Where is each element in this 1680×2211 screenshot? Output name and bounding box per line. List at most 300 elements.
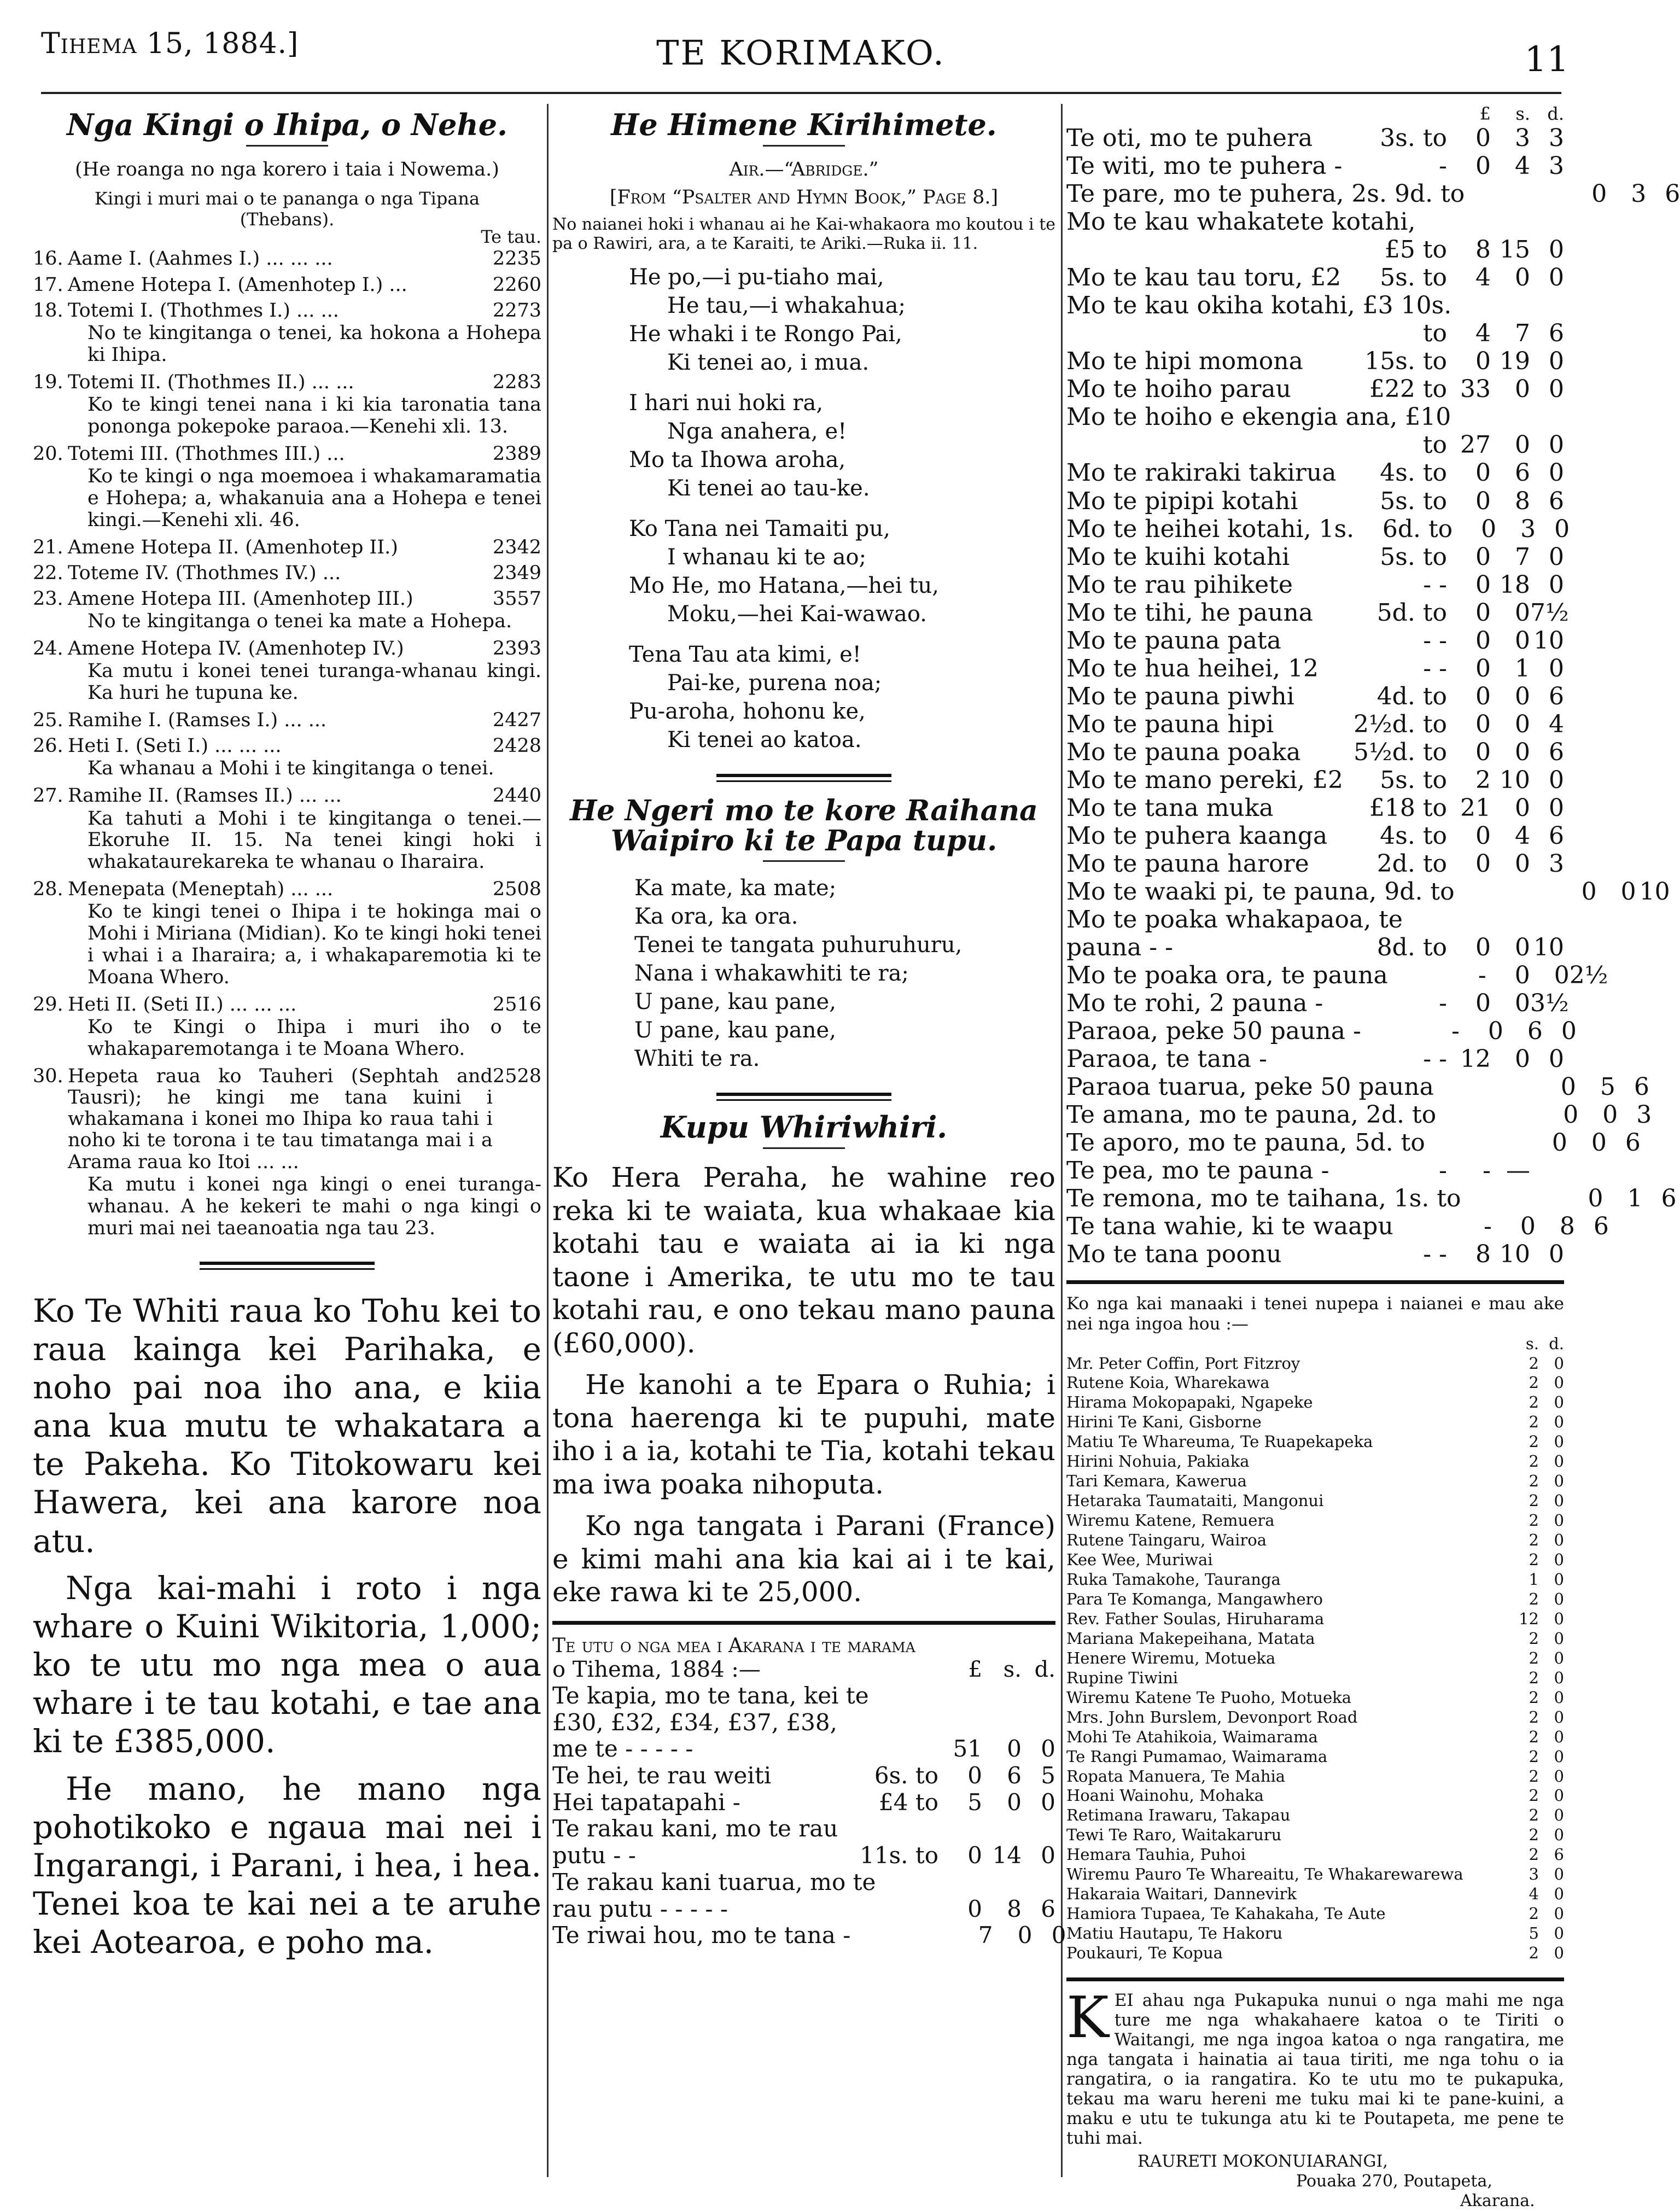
price-rate: -: [1483, 1212, 1492, 1241]
subscriber-row: [1066, 1845, 1564, 1865]
price-pence: 6: [1549, 487, 1564, 515]
price-pounds: 0: [1475, 849, 1491, 878]
king-name: Totemi I. (Thothmes I.) ... ...: [68, 299, 339, 322]
price-shillings: 0: [1017, 1922, 1032, 1949]
price-row: [552, 1896, 1055, 1923]
price-row: [1066, 1212, 1609, 1241]
price-item: [1066, 319, 1349, 347]
price-pounds: 5: [967, 1788, 982, 1816]
pence-header: d.: [1547, 103, 1564, 124]
subscriber-name: Hakaraia Waitari, Dannevirk: [1066, 1885, 1297, 1904]
price-shillings: 15: [1500, 236, 1530, 264]
king-year: 2528: [492, 1065, 541, 1087]
king-entry: [33, 736, 541, 757]
pence-header: d.: [1034, 1657, 1055, 1683]
song-line: Whiti te ra.: [634, 1046, 760, 1072]
price-rate: - -: [1423, 626, 1447, 655]
price-pence: 0: [1561, 1017, 1577, 1046]
price-rate: 5s. to: [1380, 766, 1447, 794]
shilling-header: s.: [1003, 1657, 1022, 1683]
notice-text: EI ahau nga Pukapuka nunui o nga mahi me nga ture me nga whakahaere katoa o te Tiriti o Waitangi, me nga ingoa katoa o nga rangatira, me nga tangata i hainatia ai taua tiriti, me nga tohu o ia rangatira, o ia rangatira. Ko te utu mo te pukapuka, tekau ma waru hereni me tuku mai ki te pane-kuini, a maku e utu te tukunga atu ki te Poutapeta, me pene te tuhi mai.: [1066, 1991, 1564, 2148]
subscriber-shillings: 4: [1529, 1885, 1539, 1904]
title-rule: [246, 145, 328, 147]
issue-date: Tihema 15, 1884.]: [41, 27, 299, 60]
price-pounds: 0: [1551, 1129, 1567, 1157]
price-rate: - -: [1423, 570, 1447, 599]
price-rate: 5s. to: [1380, 264, 1447, 292]
king-entry: [33, 994, 541, 1016]
price-shillings: 0: [1515, 375, 1530, 404]
price-pence: 0: [1549, 542, 1564, 571]
king-number: 26.: [33, 735, 63, 757]
price-pence: 3: [1549, 152, 1564, 180]
subscriber-shillings: 2: [1529, 1413, 1539, 1432]
subscriber-pence: 0: [1554, 1452, 1564, 1471]
price-pence: 0: [1549, 766, 1564, 794]
subscriber-row: [1066, 1491, 1564, 1511]
price-item: Mo te hoiho parau: [1066, 375, 1291, 404]
price-item: Mo te kau okiha kotahi, £3 10s.: [1066, 291, 1452, 320]
newspaper-title: TE KORIMAKO.: [656, 33, 946, 73]
subscriber-shillings: 2: [1529, 1589, 1539, 1608]
price-pounds: 0: [1475, 124, 1491, 153]
price-row: [1066, 347, 1564, 375]
price-rate: 4d. to: [1376, 682, 1447, 710]
king-number: 28.: [33, 878, 63, 901]
signature-city: Akarana.: [1460, 2191, 1535, 2210]
king-name: Hepeta raua ko Tauheri (Sephtah and Tausri); he kingi me tana kuini i whakamana i konei mo Ihipa ko raua tahi i noho ki te torona i te tau timatanga mai i a Arama raua ko Itoi ... ...: [68, 1065, 493, 1173]
subscriber-shillings: 2: [1529, 1786, 1539, 1805]
price-row: [1066, 655, 1564, 682]
price-shillings: 8: [1515, 487, 1530, 515]
subscriber-shillings: 2: [1529, 1747, 1539, 1766]
price-item: Te pare, mo te puhera, 2s. 9d. to: [1066, 180, 1465, 208]
subscriber-row: [1066, 1413, 1564, 1432]
subscriber-shillings: 2: [1529, 1944, 1539, 1963]
king-name: Menepata (Meneptah) ... ...: [68, 878, 334, 901]
section-rule: [200, 1262, 375, 1270]
price-pounds: 0: [1475, 598, 1491, 627]
price-row: [1066, 208, 1564, 236]
song-line: Tenei te tangata puhuruhuru,: [634, 932, 962, 958]
price-item: Mo te heihei kotahi, 1s.: [1066, 515, 1355, 543]
news-paragraph: He mano, he mano nga pohotikoko e ngaua mai nei i Ingarangi, i Parani, i hea, i hea. Tenei koa te kai nei a te aruhe kei Aotearoa, e poho ma.: [33, 1770, 541, 1961]
price-item: Mo te tana poonu: [1066, 1240, 1282, 1269]
price-pence: 0: [1549, 431, 1564, 459]
price-row: [552, 1710, 1055, 1736]
price-pence: 7½: [1530, 598, 1569, 627]
price-row: [1066, 403, 1564, 431]
song-lines: [634, 874, 1055, 1073]
king-name: Totemi III. (Thothmes III.) ...: [68, 442, 345, 465]
price-pounds: 0: [1520, 1212, 1536, 1241]
price-item: Te riwai hou, mo te tana -: [552, 1922, 851, 1949]
king-number: 21.: [33, 536, 63, 558]
price-item: Paraoa tuarua, peke 50 pauna: [1066, 1073, 1434, 1101]
king-name: Heti II. (Seti II.) ... ... ...: [68, 993, 297, 1016]
subscriber-row: [1066, 1570, 1564, 1590]
price-shillings: 0: [1515, 626, 1530, 655]
subscriber-name: Rev. Father Soulas, Hiruharama: [1066, 1609, 1325, 1628]
price-shillings: 0: [1515, 264, 1530, 292]
price-shillings: 3: [1631, 180, 1647, 208]
price-pounds: 0: [1475, 821, 1491, 850]
price-pounds: 0: [1475, 682, 1491, 710]
king-entry: [33, 785, 541, 807]
king-entry: [33, 372, 541, 393]
subscriber-name: Tewi Te Raro, Waitakaruru: [1066, 1825, 1282, 1845]
price-shillings: 7: [1515, 542, 1530, 571]
price-shillings: 0: [1591, 1129, 1607, 1157]
price-item: Mo te hipi momona: [1066, 347, 1303, 376]
price-item: Mo te pauna poaka: [1066, 738, 1301, 766]
hymn-stanza: [629, 515, 1055, 628]
king-number: 29.: [33, 993, 63, 1016]
price-pence: 6: [1634, 1073, 1649, 1101]
hymn-line: He tau,—i whakahua;: [667, 293, 906, 319]
subscriber-shillings: 5: [1529, 1924, 1539, 1943]
subscriber-name: Wiremu Katene, Remuera: [1066, 1511, 1275, 1530]
king-year: 2428: [492, 735, 541, 757]
year-column-label: Te tau.: [481, 226, 541, 248]
subscriber-pence: 0: [1554, 1806, 1564, 1825]
price-pence: 6: [1549, 738, 1564, 766]
price-shillings: 0: [1515, 1045, 1530, 1074]
king-note: Ko te kingi tenei o Ihipa i te hokinga mai o Mohi i Miriana (Midian). Ko te kingi hoki tenei i whai i a Iharaira; a, i whakaparemotia ki te Moana Whero.: [88, 901, 541, 989]
song-line: Ka mate, ka mate;: [634, 876, 837, 901]
hymn-line: Mo He, mo Hatana,—hei tu,: [629, 573, 939, 599]
price-pence: 6: [1593, 1212, 1609, 1241]
price-shillings: 14: [992, 1842, 1022, 1869]
subscriber-row: [1066, 1747, 1564, 1767]
price-item: putu - -: [552, 1842, 636, 1869]
price-pence: 0: [1549, 347, 1564, 376]
price-rate: to: [1422, 319, 1447, 348]
king-note: No te kingitanga o tenei, ka hokona a Hohepa ki Ihipa.: [88, 322, 541, 366]
price-rate: 8d. to: [1376, 934, 1447, 962]
subscriber-shillings: 2: [1529, 1727, 1539, 1746]
subscriber-row: [1066, 1393, 1564, 1413]
pound-header: £: [1479, 103, 1491, 124]
price-pounds: 0: [1475, 459, 1491, 487]
kings-title: Nga Kingi o Ihipa, o Nehe.: [67, 107, 508, 142]
price-row: [552, 1842, 1055, 1869]
subscriber-name: Ruka Tamakohe, Tauranga: [1066, 1570, 1281, 1589]
subscriber-row: [1066, 1885, 1564, 1904]
price-shillings: 6: [1515, 459, 1530, 487]
price-shillings: 0: [1007, 1735, 1022, 1763]
subscriber-shillings: 2: [1529, 1373, 1539, 1392]
king-year: 2235: [492, 248, 541, 270]
price-pounds: 33: [1460, 375, 1491, 404]
price-row: [1066, 1185, 1677, 1213]
subscriber-name: Tari Kemara, Kaweruа: [1066, 1472, 1247, 1491]
king-note: Ka whanau a Mohi i te kingitanga o tenei.: [88, 757, 494, 780]
subscriber-name: Hoani Wainohu, Mohaka: [1066, 1786, 1264, 1805]
subscriber-pence: 0: [1554, 1668, 1564, 1687]
hymn-stanza: [629, 640, 1055, 754]
hymn-line: Mo ta Ihowa aroha,: [629, 447, 846, 473]
kings-subtitle: (He roanga no nga korero i taia i Nowema.): [75, 158, 499, 180]
column-2: [552, 104, 1066, 2183]
subscriber-pence: 0: [1554, 1924, 1564, 1943]
subscriber-row: [1066, 1590, 1564, 1609]
price-item: me te - - - - -: [552, 1735, 693, 1763]
song-line: U pane, kau pane,: [634, 1018, 836, 1043]
price-pounds: 0: [1563, 1101, 1579, 1129]
subscriber-row: [1066, 1767, 1564, 1787]
king-name: Amene Hotepa I. (Amenhotep I.) ...: [68, 273, 407, 296]
subscriber-name: Hemara Tauhia, Puhoi: [1066, 1845, 1246, 1864]
price-pounds: 0: [1475, 570, 1491, 599]
subscriber-name: Para Te Komanga, Mangawhero: [1066, 1589, 1323, 1608]
price-item: Te witi, mo te puhera -: [1066, 152, 1343, 180]
price-shillings: 0: [1620, 877, 1636, 906]
song-line: Ka ora, ka ora.: [634, 904, 798, 930]
price-pence: 0: [1549, 570, 1564, 599]
song-title: He Ngeri mo te kore Raihana Waipiro ki te Papa tupu.: [570, 794, 1038, 857]
price-shillings: 6: [1007, 1761, 1022, 1789]
subscriber-pence: 0: [1554, 1354, 1564, 1373]
subscriber-pence: 0: [1554, 1786, 1564, 1805]
hymn-line: He po,—i pu-tiaho mai,: [629, 265, 884, 290]
king-entry: [33, 444, 541, 465]
subscriber-name: Wiremu Pauro Te Whareaitu, Te Whakarewarewa: [1066, 1865, 1463, 1884]
subscriber-pence: 0: [1554, 1570, 1564, 1589]
king-note: Ka mutu i konei tenei turanga-whanau kingi. Ka huri he tupuna ke.: [88, 660, 541, 704]
subscriber-row: [1066, 1649, 1564, 1669]
subscriber-name: Kee Wee, Muriwai: [1066, 1550, 1213, 1570]
price-item: Mo te kau whakatete kotahi,: [1066, 208, 1416, 236]
king-number: 17.: [33, 273, 63, 296]
subscriber-name: Hirama Mokopapaki, Ngapeke: [1066, 1393, 1313, 1412]
price-pounds: 0: [1488, 1017, 1503, 1046]
section-rule: [1066, 1280, 1564, 1284]
price-shillings: 0: [1515, 849, 1530, 878]
price-item: Mo te hua heihei, 12: [1066, 654, 1319, 682]
price-item: pauna - -: [1066, 934, 1174, 962]
hymn-line: Ki tenei ao katoa.: [667, 727, 862, 753]
king-entry: [33, 537, 541, 558]
subscriber-row: [1066, 1825, 1564, 1845]
price-pounds: 0: [1560, 1073, 1576, 1101]
news-paragraph: Ko Te Whiti raua ko Tohu kei to raua kainga kei Parihaka, e noho pai noa iho ana, e kiia ana kua mutu te whakatara a te Pakeha. Ko Titokowaru kei Hawera, kei ana karore noa atu.: [33, 1292, 541, 1560]
price-pounds: 0: [1591, 180, 1607, 208]
price-pence: 0: [1549, 459, 1564, 487]
price-row: [1066, 291, 1564, 319]
signature-name: RAURETI MOKONUIARANGI,: [1138, 2151, 1388, 2171]
price-rate: 4s. to: [1380, 459, 1447, 487]
price-pounds: 21: [1460, 794, 1491, 822]
subscriber-pence: 0: [1554, 1629, 1564, 1648]
price-item: Mo te pauna harore: [1066, 849, 1309, 878]
price-item: Mo te poaka ora, te pauna: [1066, 961, 1388, 990]
price-row: [1066, 710, 1564, 738]
subscriber-name: Te Rangi Pumamao, Waimarama: [1066, 1747, 1328, 1766]
price-shillings: 3: [1515, 124, 1530, 153]
subscriber-row: [1066, 1629, 1564, 1649]
king-entry: [33, 588, 541, 610]
subscriber-shillings: 12: [1519, 1609, 1539, 1628]
price-pence: 0: [1549, 1240, 1564, 1269]
subscriber-shillings: 2: [1529, 1354, 1539, 1373]
price-shillings: —: [1506, 1157, 1530, 1185]
kupu-paragraphs: [552, 1161, 1055, 1609]
price-pounds: 51: [953, 1735, 982, 1763]
price-rate: £4 to: [879, 1788, 938, 1816]
price-shillings: 0: [1007, 1788, 1022, 1816]
price-pence: 10: [1533, 626, 1564, 655]
subscriber-pence: 0: [1554, 1511, 1564, 1530]
price-shillings: 0: [1515, 598, 1530, 627]
price-pounds: 0: [967, 1761, 982, 1789]
subscriber-pence: 0: [1554, 1727, 1564, 1746]
hymn-title: He Himene Kirihimete.: [611, 107, 997, 142]
price-pounds: 0: [1514, 961, 1530, 990]
king-name: Ramihe II. (Ramses II.) ... ...: [68, 785, 342, 807]
price-item: Te tana wahie, ki te waapu: [1066, 1212, 1393, 1241]
price-pounds: 0: [1475, 347, 1491, 376]
king-number: 30.: [33, 1065, 63, 1087]
king-name: Heti I. (Seti I.) ... ... ...: [68, 735, 282, 757]
subscriber-row: [1066, 1786, 1564, 1806]
price-row: [552, 1763, 1055, 1789]
price-pounds: 4: [1475, 319, 1491, 348]
hymn-line: I whanau ki te ao;: [667, 545, 867, 570]
price-pence: 10: [1533, 934, 1564, 962]
price-shillings: 1: [1515, 654, 1530, 682]
price-row: [1066, 180, 1680, 208]
price-item: [1066, 236, 1349, 264]
kupu-paragraph: He kanohi a te Epara o Ruhia; i tona haerenga ki te pupuhi, mate iho i a ia, kotahi te Tia, kotahi tekau ma iwa poaka nihoputa.: [552, 1369, 1055, 1500]
subscriber-name: Rupine Tiwini: [1066, 1668, 1179, 1687]
price-item: Te pea, mo te pauna -: [1066, 1157, 1329, 1185]
price-row: [1066, 1101, 1652, 1129]
price-item: Te oti, mo te puhera: [1066, 124, 1313, 153]
price-item: Mo te kuihi kotahi: [1066, 542, 1290, 571]
price-item: Mo te rakiraki takirua: [1066, 459, 1337, 487]
subscribers-intro: Ko nga kai manaaki i tenei nupepa i naianei e mau ake nei nga ingoa hou :—: [1066, 1294, 1564, 1334]
subscriber-name: Rutene Taingaru, Wairoa: [1066, 1531, 1267, 1550]
price-item: Mo te rohi, 2 pauna -: [1066, 989, 1323, 1018]
price-item: Paraoa, peke 50 pauna -: [1066, 1017, 1361, 1046]
price-item: Mo te puhera kaanga: [1066, 821, 1328, 850]
price-item: Mo te pauna pata: [1066, 626, 1281, 655]
king-year: 2440: [492, 785, 541, 807]
price-row: [1066, 515, 1570, 543]
subscriber-pence: 0: [1554, 1413, 1564, 1432]
price-shillings: 10: [1500, 1240, 1530, 1269]
subscriber-name: Hamiora Tupaea, Te Kahakaha, Te Aute: [1066, 1904, 1386, 1923]
price-pence: 0: [1549, 794, 1564, 822]
price-shillings: 0: [1515, 431, 1530, 459]
price-pence: 3: [1549, 124, 1564, 153]
price-item: Paraoa, te tana -: [1066, 1045, 1267, 1074]
price-row: [552, 1683, 1055, 1710]
subscriber-pence: 0: [1554, 1491, 1564, 1510]
price-shillings: 10: [1500, 766, 1530, 794]
king-name: Toteme IV. (Thothmes IV.) ...: [68, 562, 341, 584]
price-item: Mo te tihi, he pauna: [1066, 598, 1314, 627]
king-year: 2389: [492, 442, 541, 465]
news-paragraph: Nga kai-mahi i roto i nga whare o Kuini Wikitoria, 1,000; ko te utu mo nga mea o aua whare i te tau kotahi, e tae ana ki te £385,000.: [33, 1569, 541, 1760]
price-pence: 0: [1041, 1788, 1055, 1816]
subscriber-row: [1066, 1924, 1564, 1944]
price-pounds: 0: [1475, 626, 1491, 655]
subscribers-header: [1066, 1334, 1564, 1354]
price-shillings: 4: [1515, 821, 1530, 850]
price-pounds: 4: [1475, 264, 1491, 292]
price-pence: 2½: [1569, 961, 1608, 990]
song-line: U pane, kau pane,: [634, 989, 836, 1015]
subscriber-row: [1066, 1452, 1564, 1472]
subscriber-shillings: 2: [1529, 1806, 1539, 1825]
subscriber-shillings: 2: [1529, 1393, 1539, 1412]
subscriber-name: Matiu Te Whareuma, Te Ruapekapeka: [1066, 1432, 1373, 1451]
subscriber-name: Matiu Hautapu, Te Hakoru: [1066, 1924, 1283, 1943]
price-pence: 0: [1549, 1045, 1564, 1074]
price-item: Te hei, te rau weiti: [552, 1761, 772, 1789]
hymn-stanzas: [552, 263, 1055, 754]
price-pence: 6: [1661, 1185, 1677, 1213]
king-entry: [33, 710, 541, 731]
price-rate: 5s. to: [1380, 487, 1447, 515]
kupu-paragraph: Ko nga tangata i Parani (France) e kimi mahi ana kia kai ai i te kai, eke rawa ki te 25,000.: [552, 1510, 1055, 1608]
king-number: 24.: [33, 638, 63, 660]
king-number: 25.: [33, 709, 63, 732]
price-rate: -: [1478, 961, 1486, 990]
king-entry: [33, 275, 541, 296]
subscriber-row: [1066, 1708, 1564, 1728]
price-row: [1066, 1129, 1641, 1157]
price-rate: 6d. to: [1382, 515, 1453, 543]
king-entry: [33, 638, 541, 660]
subscriber-name: Mohi Te Atahikoia, Waimarama: [1066, 1727, 1318, 1746]
price-row: [1066, 961, 1608, 990]
column-divider-1: [547, 104, 549, 2177]
shilling-header: s.: [1525, 1334, 1539, 1353]
price-row: [1066, 1240, 1564, 1268]
king-name: Ramihe I. (Ramses I.) ... ...: [68, 709, 327, 732]
subscriber-shillings: 2: [1529, 1668, 1539, 1687]
subscriber-name: Retimana Irawaru, Takapau: [1066, 1806, 1291, 1825]
subscriber-name: Rutene Koia, Wharekawa: [1066, 1373, 1270, 1392]
price-rate: -: [1439, 989, 1447, 1018]
price-row: [1066, 319, 1564, 347]
price-row: [1066, 850, 1564, 878]
price-rate: 4s. to: [1380, 821, 1447, 850]
subscriber-row: [1066, 1669, 1564, 1688]
subscriber-shillings: 2: [1529, 1472, 1539, 1491]
hymn-line: Ki tenei ao, i mua.: [667, 350, 870, 376]
hymn-epigraph: No naianei hoki i whanau ai he Kai-whakaora mo koutou i te pa o Rawiri, ara, a te Karaiti, te Ariki.—Ruka ii. 11.: [552, 215, 1055, 253]
subscriber-pence: 0: [1554, 1648, 1564, 1667]
price-row: [1066, 1045, 1564, 1073]
price-item: Mo te pauna piwhi: [1066, 682, 1294, 710]
subscriber-shillings: 2: [1529, 1452, 1539, 1471]
subscriber-pence: 0: [1554, 1393, 1564, 1412]
subscriber-shillings: 2: [1529, 1511, 1539, 1530]
king-year: 2273: [492, 299, 541, 322]
price-item: Mo te pipipi kotahi: [1066, 487, 1298, 515]
king-note: Ko te kingi o nga moemoea i whakamaramatia e Hohepa; a, whakanuia ana a Hohepa e tenei kingi.—Kenehi xli. 46.: [88, 465, 541, 531]
price-pounds: 0: [1475, 738, 1491, 766]
king-number: 18.: [33, 299, 63, 322]
price-row: [552, 1816, 1055, 1842]
subscriber-pence: 0: [1554, 1373, 1564, 1392]
price-row: [1066, 264, 1564, 291]
price-pounds: 0: [1481, 515, 1497, 543]
